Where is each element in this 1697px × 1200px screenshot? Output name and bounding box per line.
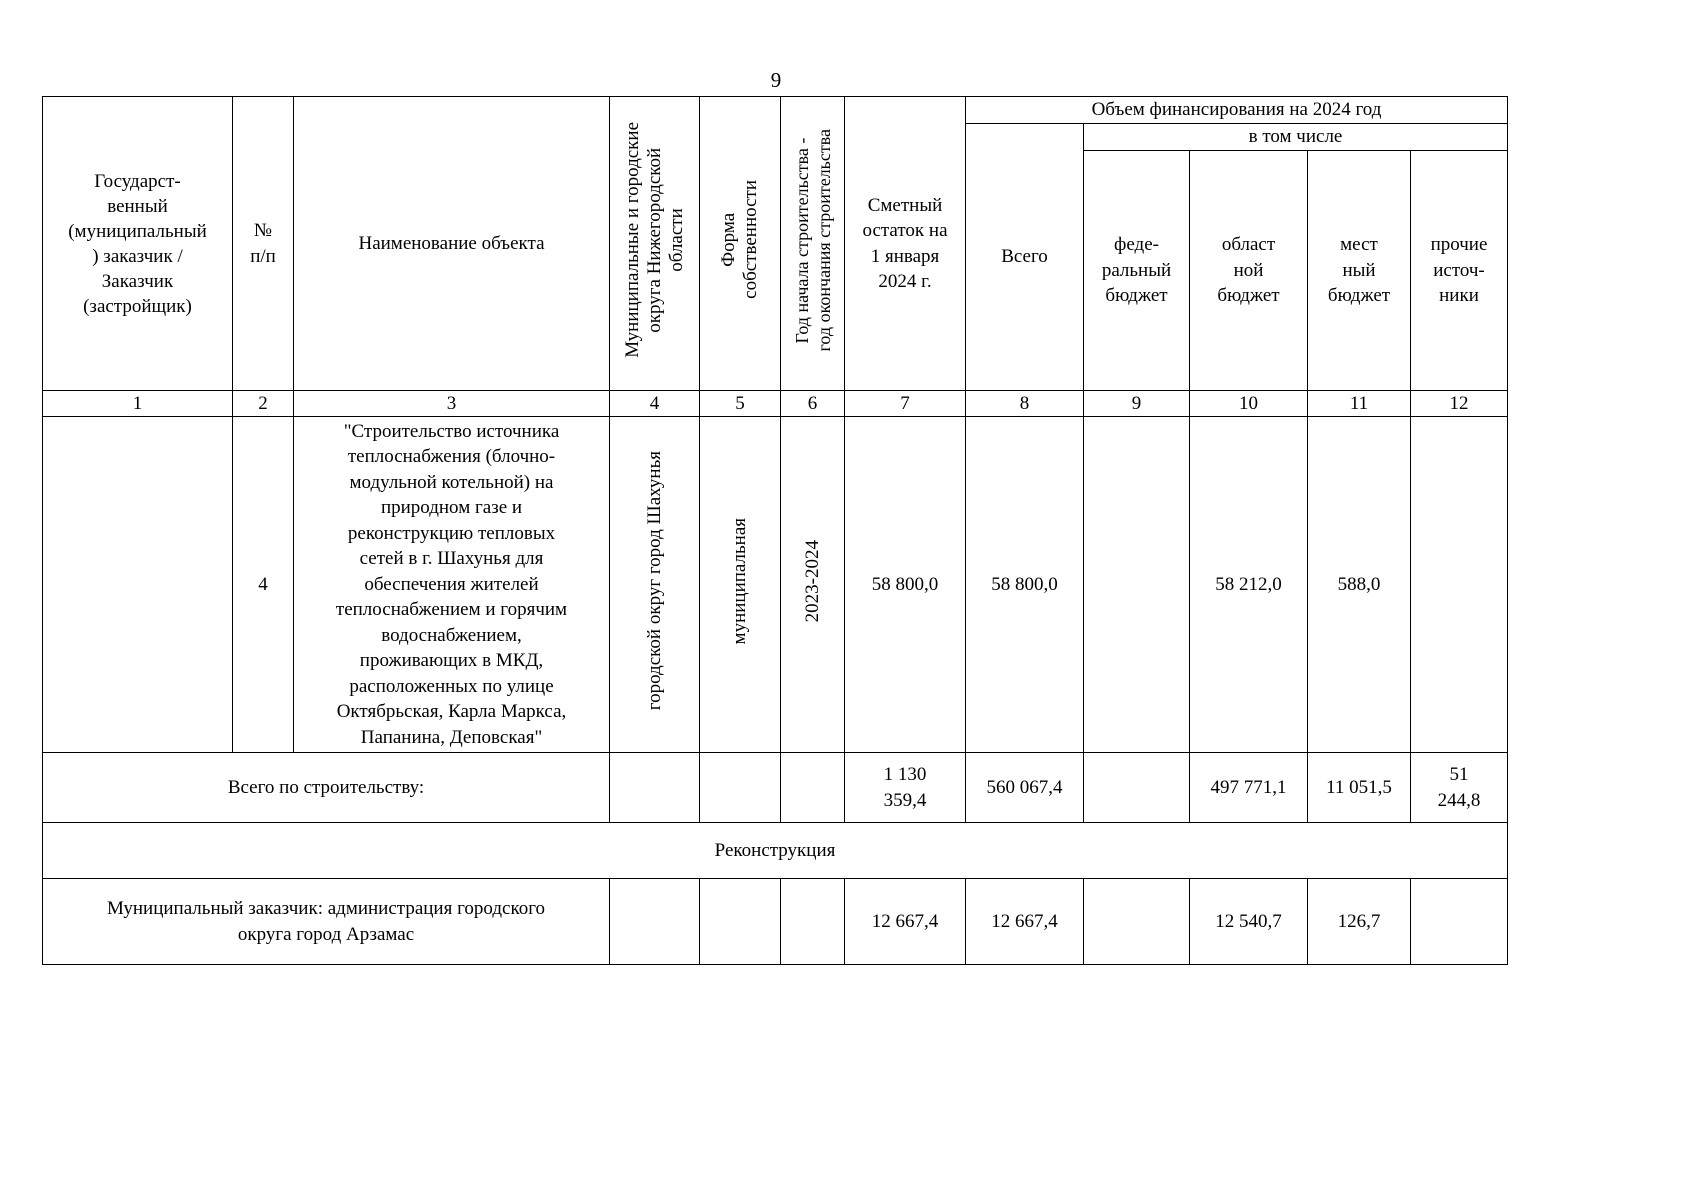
header-local: мест ный бюджет <box>1308 151 1411 391</box>
total-row <box>43 753 1508 823</box>
column-number: 11 <box>1308 391 1411 417</box>
header-years <box>781 97 845 391</box>
header-regional: област ной бюджет <box>1190 151 1308 391</box>
cell-district <box>610 417 700 753</box>
header-estimate: Сметный остаток на 1 января 2024 г. <box>845 97 966 391</box>
cell-federal <box>1084 879 1190 965</box>
cell-district <box>610 879 700 965</box>
section-title: Реконструкция <box>43 823 1508 879</box>
cell-other: 51 244,8 <box>1411 753 1508 823</box>
customer-label: Муниципальный заказчик: администрация городского округа город Арзамас <box>43 879 610 965</box>
column-number: 9 <box>1084 391 1190 417</box>
cell-regional: 58 212,0 <box>1190 417 1308 753</box>
column-number: 1 <box>43 391 233 417</box>
cell-total: 12 667,4 <box>966 879 1084 965</box>
header-including: в том числе <box>1084 124 1508 151</box>
header-federal: феде- ральный бюджет <box>1084 151 1190 391</box>
cell-local: 126,7 <box>1308 879 1411 965</box>
header-total: Всего <box>966 124 1084 391</box>
cell-local: 588,0 <box>1308 417 1411 753</box>
cell-other <box>1411 879 1508 965</box>
cell-estimate: 1 130 359,4 <box>845 753 966 823</box>
cell-other <box>1411 417 1508 753</box>
header-ownership-text: Форма собственности <box>718 180 761 300</box>
customer-row <box>43 879 1508 965</box>
cell-number: 4 <box>233 417 294 753</box>
column-number: 7 <box>845 391 966 417</box>
header-other: прочие источ- ники <box>1411 151 1508 391</box>
column-number: 3 <box>294 391 610 417</box>
financing-table <box>42 96 1508 965</box>
header-customer: Государст- венный (муниципальный ) заказчик / Заказчик (застройщик) <box>43 97 233 391</box>
column-number: 12 <box>1411 391 1508 417</box>
cell-ownership <box>700 417 781 753</box>
section-row <box>43 823 1508 879</box>
header-object-name: Наименование объекта <box>294 97 610 391</box>
cell-object-name: "Строительство источника теплоснабжения (блочно- модульной котельной) на природном газе и реконструкцию тепловых сетей в г. Шахунья для обеспечения жителей теплоснабжением и горячим водоснабжением, проживающих в МКД, расположенных по улице Октябрьская, Карла Маркса, Папанина, Деповская" <box>294 417 610 753</box>
cell-years <box>781 879 845 965</box>
cell-years <box>781 753 845 823</box>
cell-federal <box>1084 417 1190 753</box>
cell-regional: 12 540,7 <box>1190 879 1308 965</box>
cell-ownership <box>700 879 781 965</box>
cell-estimate: 12 667,4 <box>845 879 966 965</box>
header-years-text: Год начала строительства - год окончания строительства <box>791 128 834 351</box>
column-numbers-row <box>43 391 1508 417</box>
header-district-text: Муниципальные и городские округа Нижегородской области <box>621 121 687 358</box>
header-financing: Объем финансирования на 2024 год <box>966 97 1508 124</box>
cell-district <box>610 753 700 823</box>
total-label: Всего по строительству: <box>43 753 610 823</box>
page-number: 9 <box>770 68 782 92</box>
header-district <box>610 97 700 391</box>
table-row <box>43 417 1508 753</box>
cell-regional: 497 771,1 <box>1190 753 1308 823</box>
cell-years <box>781 417 845 753</box>
column-number: 5 <box>700 391 781 417</box>
cell-district-text: городской округ город Шахунья <box>643 451 665 711</box>
cell-ownership-text: муниципальная <box>729 517 751 644</box>
cell-customer <box>43 417 233 753</box>
column-number: 8 <box>966 391 1084 417</box>
header-row <box>43 97 1508 124</box>
column-number: 10 <box>1190 391 1308 417</box>
cell-ownership <box>700 753 781 823</box>
column-number: 2 <box>233 391 294 417</box>
header-ownership <box>700 97 781 391</box>
column-number: 6 <box>781 391 845 417</box>
cell-years-text: 2023-2024 <box>801 539 823 622</box>
column-number: 4 <box>610 391 700 417</box>
cell-federal <box>1084 753 1190 823</box>
cell-local: 11 051,5 <box>1308 753 1411 823</box>
cell-total: 58 800,0 <box>966 417 1084 753</box>
cell-estimate: 58 800,0 <box>845 417 966 753</box>
cell-total: 560 067,4 <box>966 753 1084 823</box>
header-number: № п/п <box>233 97 294 391</box>
